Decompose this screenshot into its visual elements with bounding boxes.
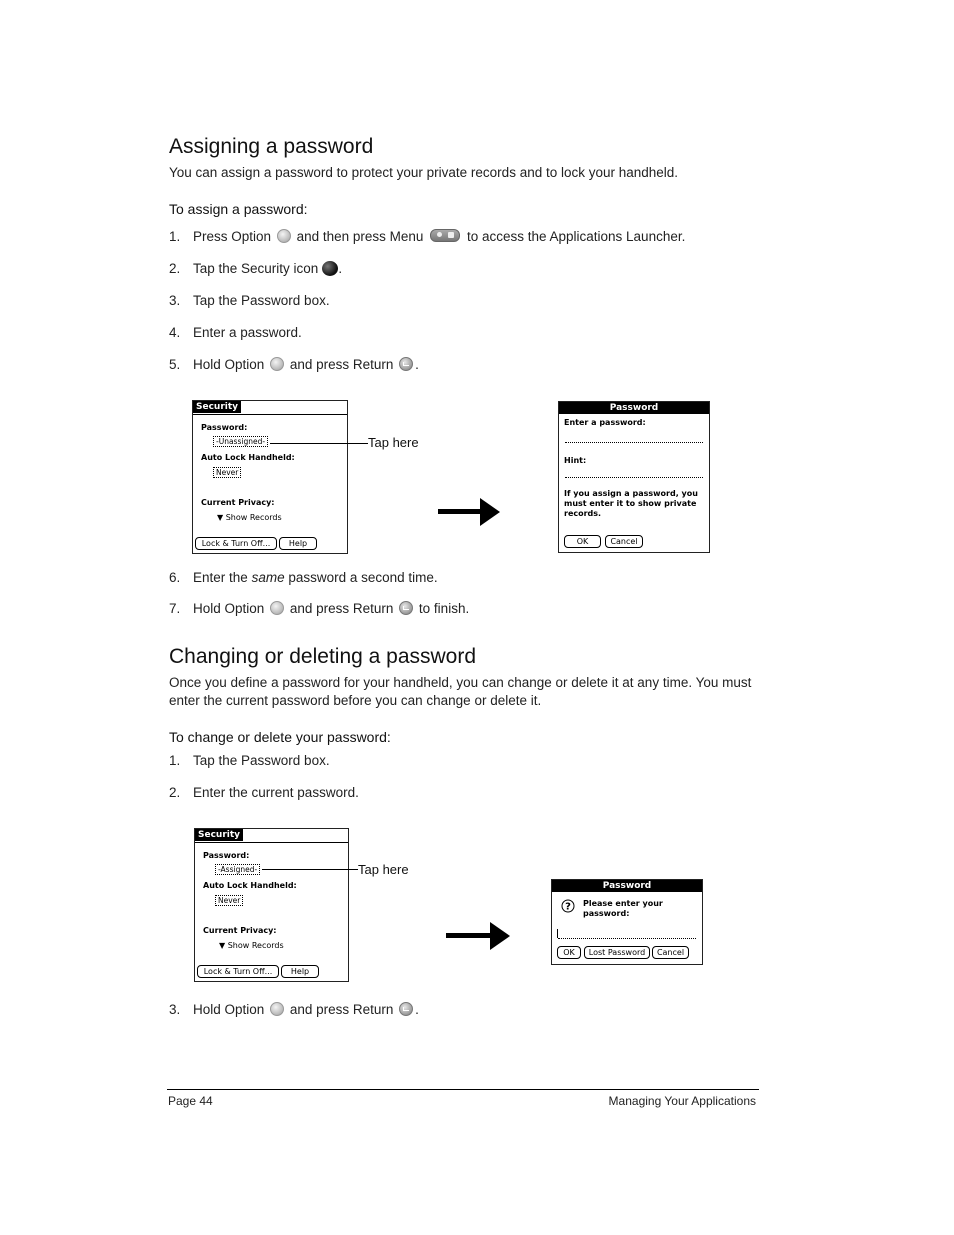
step-text: . — [415, 357, 419, 372]
dropdown-triangle-icon: ▼ — [217, 513, 226, 522]
step-text: Enter the — [193, 570, 248, 585]
step-text: Hold Option — [193, 357, 265, 372]
password-dialog — [558, 401, 710, 553]
autolock-box[interactable]: Never — [213, 467, 241, 478]
step-4 — [169, 325, 302, 340]
step-1 — [169, 229, 685, 244]
security-tab: Security — [195, 829, 243, 841]
autolock-label: Auto Lock Handheld: — [201, 453, 295, 462]
step-3 — [169, 1002, 419, 1017]
step-text: Hold Option — [193, 601, 265, 616]
option-button-icon — [277, 229, 291, 243]
callout-line — [270, 443, 368, 444]
password-entry-line[interactable] — [565, 442, 703, 443]
password-entry-line[interactable] — [558, 938, 696, 939]
step-number: 1. — [169, 229, 181, 244]
step-text: and press Return — [289, 1002, 394, 1017]
enter-password-label: Enter a password: — [564, 418, 646, 427]
svg-text:?: ? — [565, 901, 571, 913]
step-number: 4. — [169, 325, 181, 340]
step-text: to finish. — [418, 601, 470, 616]
option-button-icon — [270, 357, 284, 371]
return-button-icon — [399, 1002, 413, 1016]
ok-button[interactable]: OK — [557, 946, 581, 959]
callout-line — [262, 869, 358, 870]
text-cursor — [557, 929, 558, 938]
hint-entry-line[interactable] — [565, 477, 703, 478]
hint-label: Hint: — [564, 456, 587, 465]
step-number: 2. — [169, 785, 181, 800]
chapter-title: Managing Your Applications — [608, 1094, 756, 1108]
privacy-picker[interactable] — [219, 941, 284, 950]
step-5 — [169, 357, 419, 372]
autolock-label: Auto Lock Handheld: — [203, 881, 297, 890]
tab-underline — [193, 414, 347, 415]
lock-turn-off-button[interactable]: Lock & Turn Off... — [197, 965, 279, 978]
cancel-button[interactable]: Cancel — [605, 535, 643, 548]
step-number: 3. — [169, 293, 181, 308]
step-text: Press Option — [193, 229, 272, 244]
step-3 — [169, 293, 330, 308]
security-tab: Security — [193, 401, 241, 413]
privacy-value: Show Records — [227, 941, 284, 950]
procedure-title: To assign a password: — [169, 201, 308, 217]
step-text: Tap the Password box. — [193, 293, 330, 308]
dialog-title: Password — [552, 880, 702, 892]
tab-underline — [195, 842, 348, 843]
privacy-value: Show Records — [225, 513, 282, 522]
password-box[interactable]: -Assigned- — [215, 864, 260, 875]
step-number: 3. — [169, 1002, 181, 1017]
step-text: Enter the current password. — [193, 785, 359, 800]
ok-button[interactable]: OK — [564, 535, 601, 548]
help-button[interactable]: Help — [281, 965, 319, 978]
option-button-icon — [270, 1002, 284, 1016]
security-screen — [192, 400, 348, 554]
step-text: Enter a password. — [193, 325, 302, 340]
step-number: 6. — [169, 570, 181, 585]
step-2 — [169, 785, 359, 800]
step-text: to access the Applications Launcher. — [466, 229, 686, 244]
callout-tap-here: Tap here — [368, 435, 419, 450]
step-text: password a second time. — [288, 570, 438, 585]
step-number: 1. — [169, 753, 181, 768]
privacy-label: Current Privacy: — [203, 926, 277, 935]
step-7 — [169, 601, 469, 616]
step-text: . — [415, 1002, 419, 1017]
dialog-message: Please enter your password: — [583, 899, 663, 918]
cancel-button[interactable]: Cancel — [652, 946, 689, 959]
step-1 — [169, 753, 330, 768]
step-text: Tap the Password box. — [193, 753, 330, 768]
security-icon — [322, 261, 338, 276]
step-text: Hold Option — [193, 1002, 265, 1017]
right-arrow-icon — [446, 922, 510, 950]
procedure-title: To change or delete your password: — [169, 729, 391, 745]
privacy-label: Current Privacy: — [201, 498, 275, 507]
privacy-picker[interactable] — [217, 513, 282, 522]
step-6 — [169, 570, 438, 585]
option-button-icon — [270, 601, 284, 615]
question-icon — [561, 899, 575, 913]
section-intro: Once you define a password for your handheld, you can change or delete it at any time. You must enter the current password before you can change or delete it. — [169, 675, 752, 708]
step-number: 7. — [169, 601, 181, 616]
step-text: . — [338, 261, 343, 276]
security-screen — [194, 828, 349, 982]
password-label: Password: — [203, 851, 250, 860]
step-number: 5. — [169, 357, 181, 372]
dialog-title: Password — [559, 402, 709, 414]
right-arrow-icon — [438, 498, 500, 526]
page-number: Page 44 — [168, 1094, 213, 1108]
return-button-icon — [399, 357, 413, 371]
help-button[interactable]: Help — [279, 537, 317, 550]
step-text: and then press Menu — [296, 229, 424, 244]
callout-tap-here: Tap here — [358, 862, 409, 877]
dropdown-triangle-icon: ▼ — [219, 941, 228, 950]
footer-rule — [167, 1089, 759, 1090]
lock-turn-off-button[interactable]: Lock & Turn Off... — [195, 537, 277, 550]
step-emphasis: same — [251, 570, 285, 585]
section-heading-changing: Changing or deleting a password — [169, 645, 477, 668]
step-text: and press Return — [289, 601, 394, 616]
section-intro: You can assign a password to protect your private records and to lock your handheld. — [169, 165, 679, 180]
step-text: and press Return — [289, 357, 394, 372]
return-button-icon — [399, 601, 413, 615]
step-2 — [169, 261, 342, 276]
password-box[interactable]: -Unassigned- — [213, 436, 268, 447]
step-number: 2. — [169, 261, 181, 276]
password-entry-dialog — [551, 879, 703, 965]
menu-button-icon — [430, 229, 460, 242]
lost-password-button[interactable]: Lost Password — [584, 946, 650, 959]
autolock-box[interactable]: Never — [215, 895, 243, 906]
section-heading-assigning: Assigning a password — [169, 135, 374, 158]
step-text: Tap the Security icon — [193, 261, 319, 276]
password-label: Password: — [201, 423, 248, 432]
dialog-message: If you assign a password, you must enter it to show private records. — [564, 489, 698, 518]
